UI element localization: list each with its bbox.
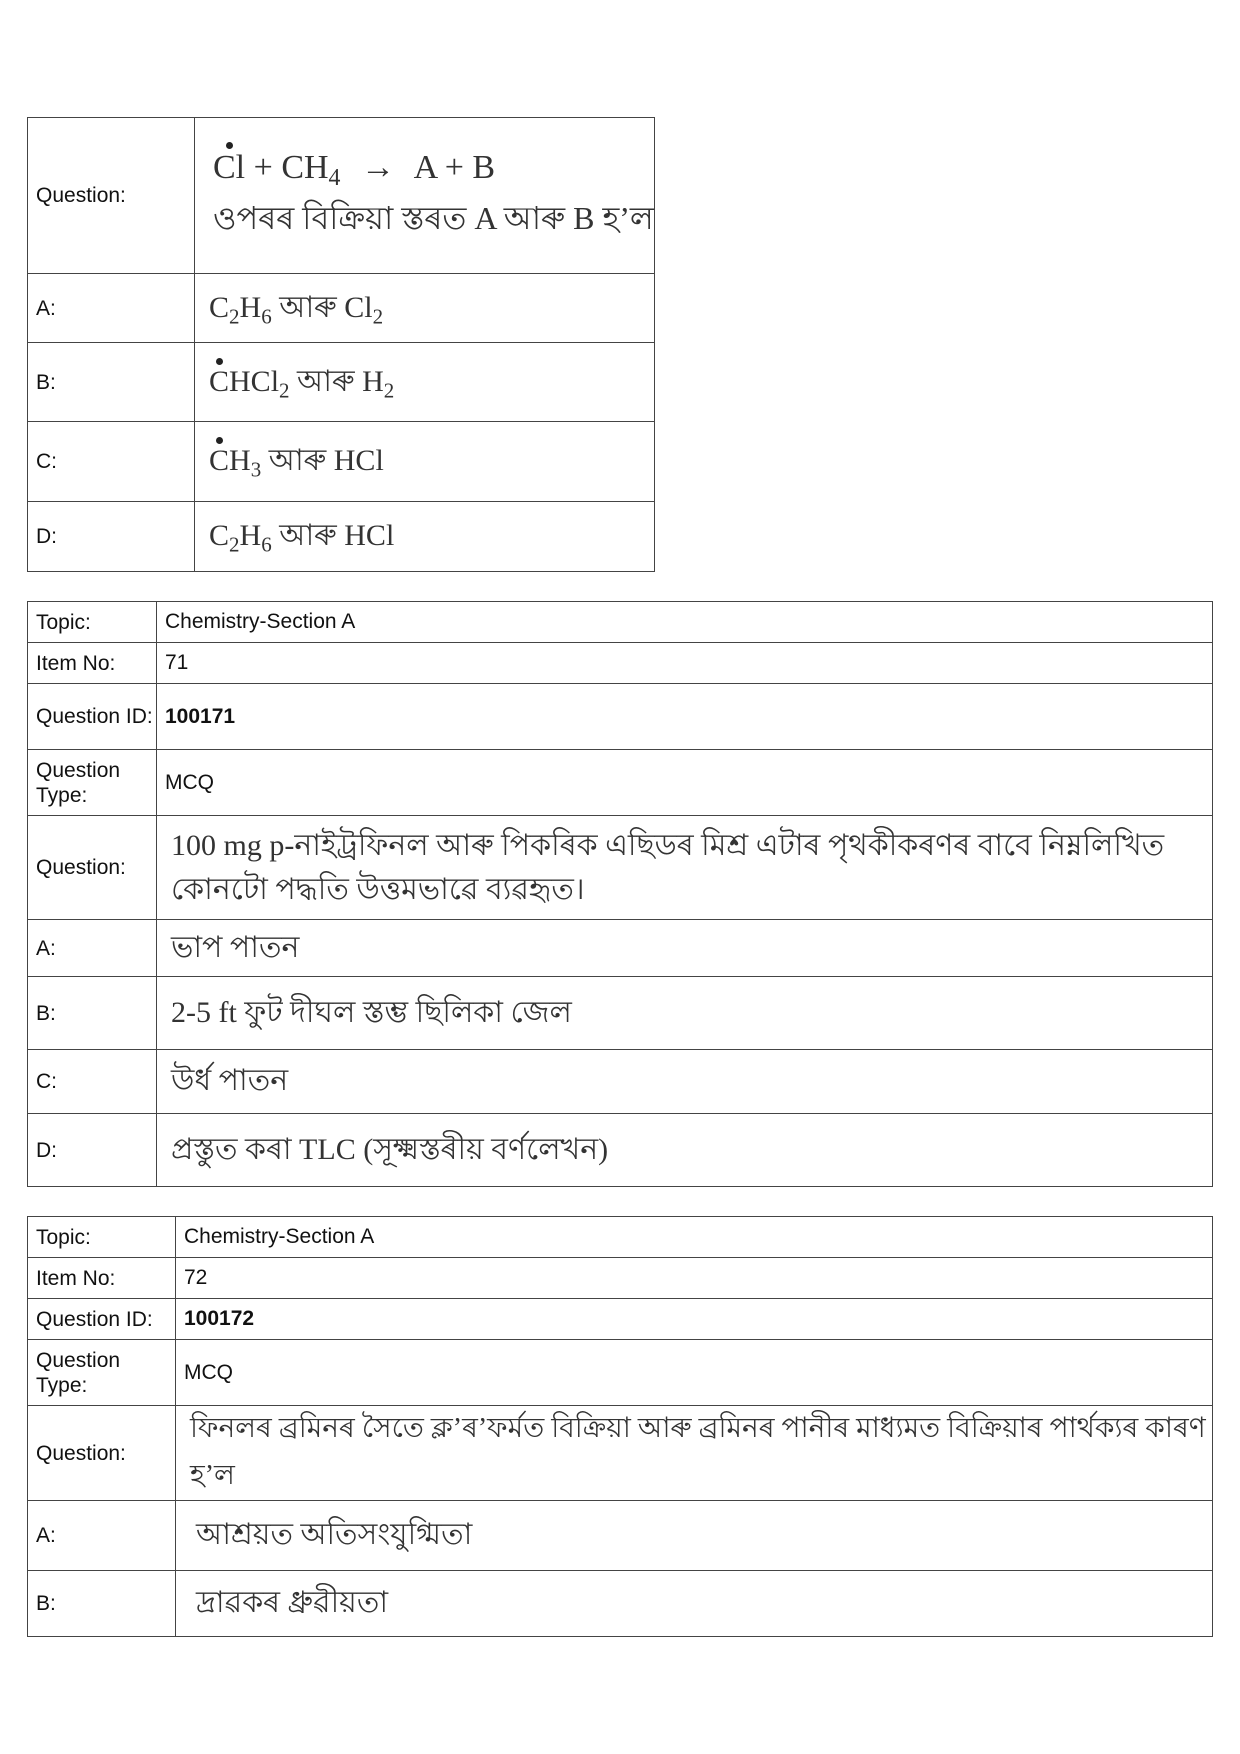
option-b-label: B: [28, 977, 157, 1050]
question-table-70 [27, 117, 655, 572]
topic-label: Topic: [28, 602, 157, 643]
option-d-label: D: [28, 1114, 157, 1187]
question-type-label: Question Type: [28, 1340, 176, 1406]
option-a-label: A: [28, 274, 195, 343]
question-cell [195, 118, 655, 274]
option-a: ভাপ পাতন [157, 920, 1213, 977]
question-id-value: 100172 [176, 1299, 1213, 1340]
question-label: Question: [28, 816, 157, 920]
option-b: দ্ৰাৱকৰ ধ্ৰুৱীয়তা [176, 1571, 1213, 1637]
topic-value: Chemistry-Section A [157, 602, 1213, 643]
option-b-label: B: [28, 343, 195, 422]
option-c: উৰ্ধ পাতন [157, 1050, 1213, 1114]
option-c-label: C: [28, 422, 195, 502]
arrow-icon: → [360, 148, 395, 186]
question-id-value: 100171 [157, 684, 1213, 750]
option-b: 2-5 ft ফুট দীঘল স্তম্ভ ছিলিকা জেল [157, 977, 1213, 1050]
option-c-label: C: [28, 1050, 157, 1114]
question-table-71 [27, 601, 1213, 1187]
question-id-label: Question ID: [28, 1299, 176, 1340]
option-d: $C_2H_6$ আৰু HCl [195, 502, 655, 572]
question-text: ফিনলৰ ব্ৰমিনৰ সৈতে ক্ল’ৰ’ফৰ্মত বিক্ৰিয়া আৰু ব্ৰমিনৰ পানীৰ মাধ্যমত বিক্ৰিয়াৰ পাৰ্থক্যৰ কাৰণ হ’ল [176, 1406, 1213, 1501]
question-label: Question: [28, 1406, 176, 1501]
question-table-72 [27, 1216, 1213, 1637]
item-no-value: 72 [176, 1258, 1213, 1299]
question-type-value: MCQ [176, 1340, 1213, 1406]
item-no-value: 71 [157, 643, 1213, 684]
radical-cl: Cl [213, 148, 246, 186]
option-a-label: A: [28, 1501, 176, 1571]
option-b-label: B: [28, 1571, 176, 1637]
topic-value: Chemistry-Section A [176, 1217, 1213, 1258]
option-a-label: A: [28, 920, 157, 977]
option-c: $CH_3$ আৰু HCl [195, 422, 655, 502]
option-a: $C_2H_6$ আৰু $Cl_2$ [195, 274, 655, 343]
topic-label: Topic: [28, 1217, 176, 1258]
question-label: Question: [28, 118, 195, 274]
question-id-label: Question ID: [28, 684, 157, 750]
option-a: আশ্ৰয়ত অতিসংযুগ্মিতা [176, 1501, 1213, 1571]
option-d: প্ৰস্তুত কৰা TLC (সূক্ষ্মস্তৰীয় বৰ্ণলেখন) [157, 1114, 1213, 1187]
question-text: ওপৰৰ বিক্ৰিয়া স্তৰত A আৰু B হ’ল [213, 199, 654, 236]
question-type-value: MCQ [157, 750, 1213, 816]
item-no-label: Item No: [28, 643, 157, 684]
option-d-label: D: [28, 502, 195, 572]
option-b: CHCl$_2$ আৰু $H_2$ [195, 343, 655, 422]
question-type-label: Question Type: [28, 750, 157, 816]
question-text: 100 mg p-নাইট্ৰফিনল আৰু পিকৰিক এছিডৰ মিশ্ৰ এটাৰ পৃথকীকৰণৰ বাবে নিম্নলিখিত কোনটো পদ্ধতি উত্তমভাৱে ব্যৱহৃত। [157, 816, 1213, 920]
reaction-equation: $Cl + CH_4 \to A + B$ [213, 148, 496, 191]
item-no-label: Item No: [28, 1258, 176, 1299]
